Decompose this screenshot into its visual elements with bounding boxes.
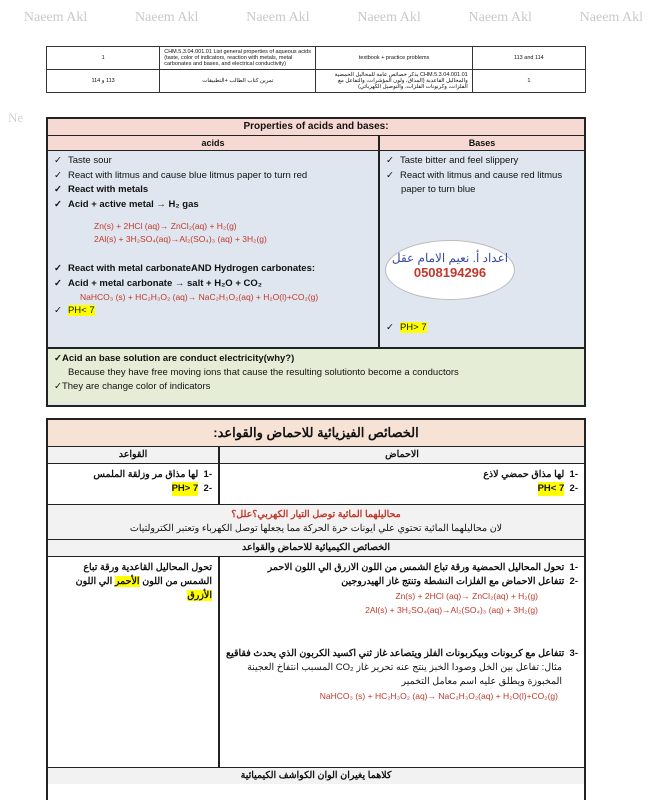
row-number: 1 — [47, 47, 160, 70]
list-item: ✓ React with litmus and cause red litmus paper to turn blue — [386, 169, 563, 195]
physical-row — [48, 464, 584, 505]
bases-header: القواعد — [48, 447, 220, 463]
outcomes-table — [46, 46, 586, 93]
chemical-row — [48, 557, 584, 768]
list-item: ✓ React with metal carbonateAND Hydrogen carbonates: — [54, 263, 316, 274]
author-stamp — [385, 240, 515, 300]
equation: NaHCO₃ (s) + HC₂H₃O₂ (aq)→ NaC₂H₃O₂(aq) + H₂O(l)+CO₂(g) — [80, 292, 319, 302]
side-watermark: Ne — [8, 110, 24, 125]
row-number: 1 — [472, 70, 585, 93]
properties-title: Properties of acids and bases: — [48, 119, 584, 136]
ph-value: PH> 7 — [399, 321, 427, 333]
list-item: ✓Acid an base solution are conduct electricity(why?) — [54, 353, 295, 364]
author-name: اعداد أ. نعيم الامام عقل — [391, 251, 509, 265]
equation: NaHCO₃ (s) + HC₂H₃O₂ (aq)→ NaC₂H₃O₂(aq) + H₂O(l)+CO₂(g) — [319, 691, 558, 701]
answer-text: لان محاليلهما المائية تحتوي علي ايونات حرة الحركة مما يجعلها توصل الكهرباء وتعتبر الكترولتيات — [129, 523, 503, 534]
watermark-row — [0, 10, 667, 26]
outcome-description: CHM.5.3.04.001.01 يذكر خصائص عامة للمحاليل الحمضية والمحاليل القاعدية (المذاق، ولون المؤشرات، والتفاعل مع الفلزات، وكربونات الفلزات، والتوصيل الكهربائي) — [316, 70, 472, 93]
list-item: ✓ Acid + active metal → H₂ gas — [54, 198, 199, 210]
indicator-footer — [48, 768, 584, 784]
example-text: مثال: تفاعل بين الخل وصودا الخبز ينتج عنه تحرير غاز CO₂ المسبب انتفاخ العجينة المخبوزة ويطلق عليه اسم معامل التخمير — [247, 662, 562, 687]
bases-chemical: تحول المحاليل القاعدية ورقة تباع الشمس من اللون الأحمر الي اللون الأزرق — [48, 557, 220, 767]
properties-columns — [48, 151, 584, 349]
acids-column — [48, 151, 378, 347]
bases-header: Bases — [378, 136, 584, 150]
resource-cell: تمرين كتاب الطالب +التطبيقات — [160, 70, 316, 93]
list-item: ✓ PH> 7 — [386, 321, 427, 333]
question-text: محاليلهما المائية توصل التيار الكهربي؟علل؟ — [231, 509, 401, 520]
list-item: ✓ Taste bitter and feel slippery — [386, 155, 519, 166]
list-item: ✓ React with litmus and cause blue litmus paper to turn red — [54, 169, 308, 181]
watermark: Naeem Akl — [468, 10, 532, 25]
column-headers — [48, 447, 584, 464]
watermark: Naeem Akl — [246, 10, 310, 25]
column-headers — [48, 136, 584, 151]
watermark: Naeem Akl — [135, 10, 199, 25]
watermark: Naeem Akl — [23, 10, 88, 25]
watermark: Naeem Akl — [579, 10, 644, 25]
conductivity-note — [48, 349, 584, 403]
list-item: ✓They are change color of indicators — [54, 381, 211, 392]
ph-value: PH< 7 — [67, 305, 95, 316]
list-item: ✓ React with metals — [54, 184, 149, 195]
equation: Zn(s) + 2HCl (aq)→ ZnCl₂(aq) + H₂(g) — [94, 221, 237, 231]
indicator-footer-text: كلاهما يغيران الوان الكواشف الكيميائية — [48, 768, 584, 784]
chemical-header-row — [48, 540, 584, 557]
acids-physical: -1 لها مذاق حمضي لاذع -2 PH< 7 — [483, 469, 578, 494]
table-row — [47, 70, 586, 93]
author-phone: 0508194296 — [413, 265, 487, 280]
chemical-properties-title: الخصائص الكيميائية للاحماض والقواعد — [48, 540, 584, 556]
acids-header: acids — [48, 136, 378, 150]
equation: 2Al(s) + 3H₂SO₄(aq)→Al₂(SO₄)₃ (aq) + 3H₂(g) — [94, 234, 267, 244]
equation: Zn(s) + 2HCl (aq)→ ZnCl₂(aq) + H₂(g) — [395, 591, 538, 601]
acids-header: الاحماض — [220, 447, 584, 463]
explanation-text: Because they have free moving ions that cause the resulting solutionto become a conductors — [68, 367, 459, 378]
equation: 2Al(s) + 3H₂SO₄(aq)→Al₂(SO₄)₃ (aq) + 3H₂(g) — [365, 605, 538, 615]
bases-physical: -1 لها مذاق مر وزلقة الملمس -2 PH> 7 — [48, 464, 220, 504]
pages-cell: 113 and 114 — [472, 47, 585, 70]
conductivity-question — [48, 505, 584, 540]
resource-cell: textbook + practice problems — [316, 47, 472, 70]
ph-value: PH> 7 — [171, 483, 199, 494]
table-row — [47, 47, 586, 70]
list-item: ✓ PH< 7 — [54, 305, 95, 316]
outcome-description: CHM.5.3.04.001.01 List general properties of aqueous acids (taste, color of indicators, reaction with metals, metal carbonates and bases, and electrical conductivity) — [160, 47, 316, 70]
physical-properties-title: الخصائص الفيزيائية للاحماض والقواعد: — [48, 420, 584, 447]
acids-chemical: -1 تحول المحاليل الحمضية ورقة تباع الشمس من اللون الازرق الي اللون الاحمر -2 تتفاعل الاحماض مع الفلزات النشطة وتنتج غاز الهيدروجين Zn(s) + 2HCl (aq)→ ZnCl₂(aq) + H₂(g) 2Al(s) + 3H₂SO₄(aq)→Al₂(SO₄)₃ (aq) + 3H₂(g) -3 تتفاعل مع كربونات وبيكربونات الفلز ويتصاعد غاز ثني اكسيد الكربون الذي يحدث فقاقيع مثال: تفاعل بين الخل وصودا الخبز ينتج عنه تحرير غاز CO₂ المسبب انتفاخ العجينة المخبوزة ويطلق عليه اسم معامل التخمير NaHCO₃ (s) + HC₂H₃O₂ (aq)→ NaC₂H₃O₂(aq) + H₂O(l)+CO₂(g) — [226, 562, 578, 701]
list-item: ✓ Taste sour — [54, 155, 112, 166]
pages-cell: 113 و 114 — [47, 70, 160, 93]
watermark: Naeem Akl — [357, 10, 421, 25]
list-item: ✓ Acid + metal carbonate → salt + H₂O + CO₂ — [54, 277, 262, 289]
ph-value: PH< 7 — [537, 483, 565, 494]
arabic-properties-box — [46, 418, 586, 800]
